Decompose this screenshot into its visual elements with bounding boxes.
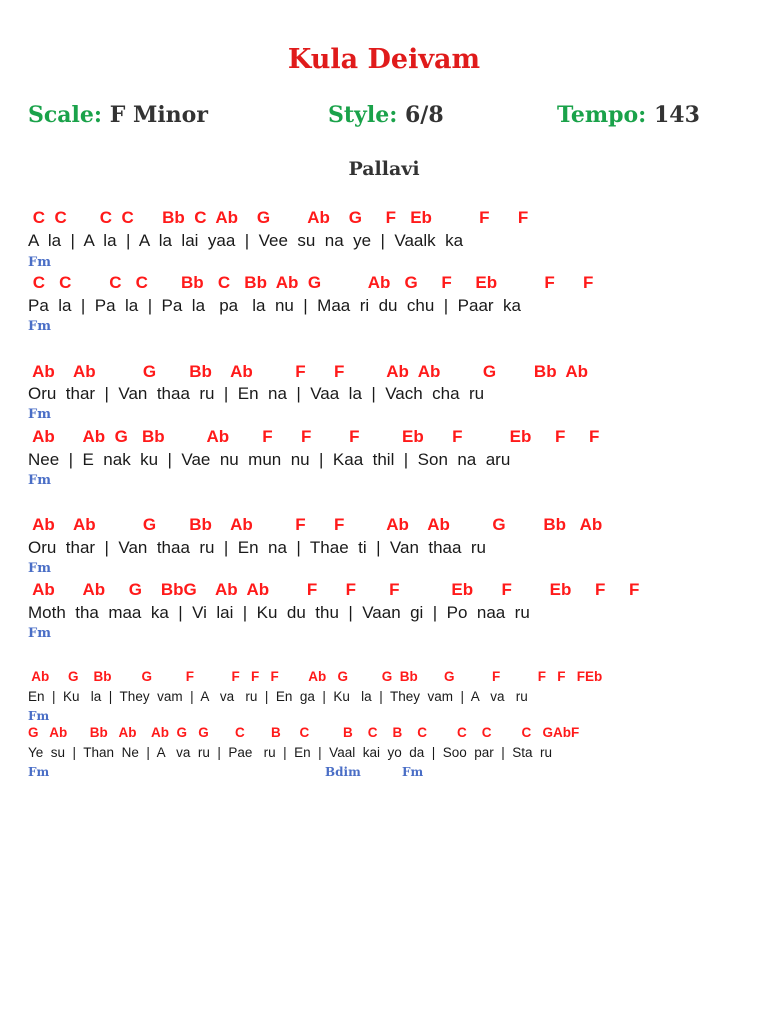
tempo-label: Tempo: — [557, 102, 647, 128]
lyric-line: Moth tha maa ka | Vi lai | Ku du thu | Vaan gi | Po naa ru — [28, 603, 530, 622]
chord-line: Ab Ab G Bb Ab F F F Eb F Eb F F — [28, 427, 600, 446]
chord-line: C C C C Bb C Ab G Ab G F Eb F F — [28, 208, 529, 227]
style-value: 6/8 — [404, 102, 444, 128]
style-label: Style: — [328, 102, 398, 128]
tempo-info — [557, 102, 700, 128]
lyric-line: Pa la | Pa la | Pa la pa la nu | Maa ri du chu | Paar ka — [28, 296, 521, 315]
scale-info — [28, 102, 208, 128]
lyric-line: Ye su | Than Ne | A va ru | Pae ru | En | Vaal kai yo da | Soo par | Sta ru — [28, 745, 553, 760]
bass-chord: Fm — [28, 709, 50, 723]
scale-label: Scale: — [28, 102, 103, 128]
lyric-line: Nee | E nak ku | Vae nu mun nu | Kaa thil | Son na aru — [28, 450, 511, 469]
bass-chord: Fm — [28, 255, 51, 270]
bass-chord: Fm — [28, 561, 51, 576]
song-title: Kula Deivam — [287, 44, 481, 75]
bass-chord: Fm — [28, 473, 51, 488]
chord-line: Ab G Bb G F F F F Ab G G Bb G F F F FEb — [28, 669, 603, 684]
bass-chord: Fm — [28, 407, 51, 422]
lyric-line: En | Ku la | They vam | A va ru | En ga | Ku la | They vam | A va ru — [28, 689, 528, 704]
chord-line: G Ab Bb Ab Ab G G C B C B C B C C C C GAbF — [28, 725, 580, 740]
style-info — [328, 102, 444, 128]
lyric-line: A la | A la | A la lai yaa | Vee su na ye | Vaalk ka — [28, 231, 464, 250]
bass-chord: Fm — [402, 765, 424, 779]
bass-chord: Fm — [28, 626, 51, 641]
bass-chord: Bdim — [325, 765, 361, 779]
section-heading: Pallavi — [348, 158, 420, 180]
chord-line: Ab Ab G BbG Ab Ab F F F Eb F Eb F F — [28, 580, 640, 599]
chord-line: C C C C Bb C Bb Ab G Ab G F Eb F F — [28, 273, 594, 292]
chord-line: Ab Ab G Bb Ab F F Ab Ab G Bb Ab — [28, 362, 589, 381]
scale-value: F Minor — [109, 102, 208, 128]
bass-chord: Fm — [28, 765, 50, 779]
chord-line: Ab Ab G Bb Ab F F Ab Ab G Bb Ab — [28, 515, 603, 534]
tempo-value: 143 — [653, 102, 700, 128]
bass-chord: Fm — [28, 319, 51, 334]
lyric-line: Oru thar | Van thaa ru | En na | Thae ti | Van thaa ru — [28, 538, 487, 557]
lyric-line: Oru thar | Van thaa ru | En na | Vaa la | Vach cha ru — [28, 384, 485, 403]
